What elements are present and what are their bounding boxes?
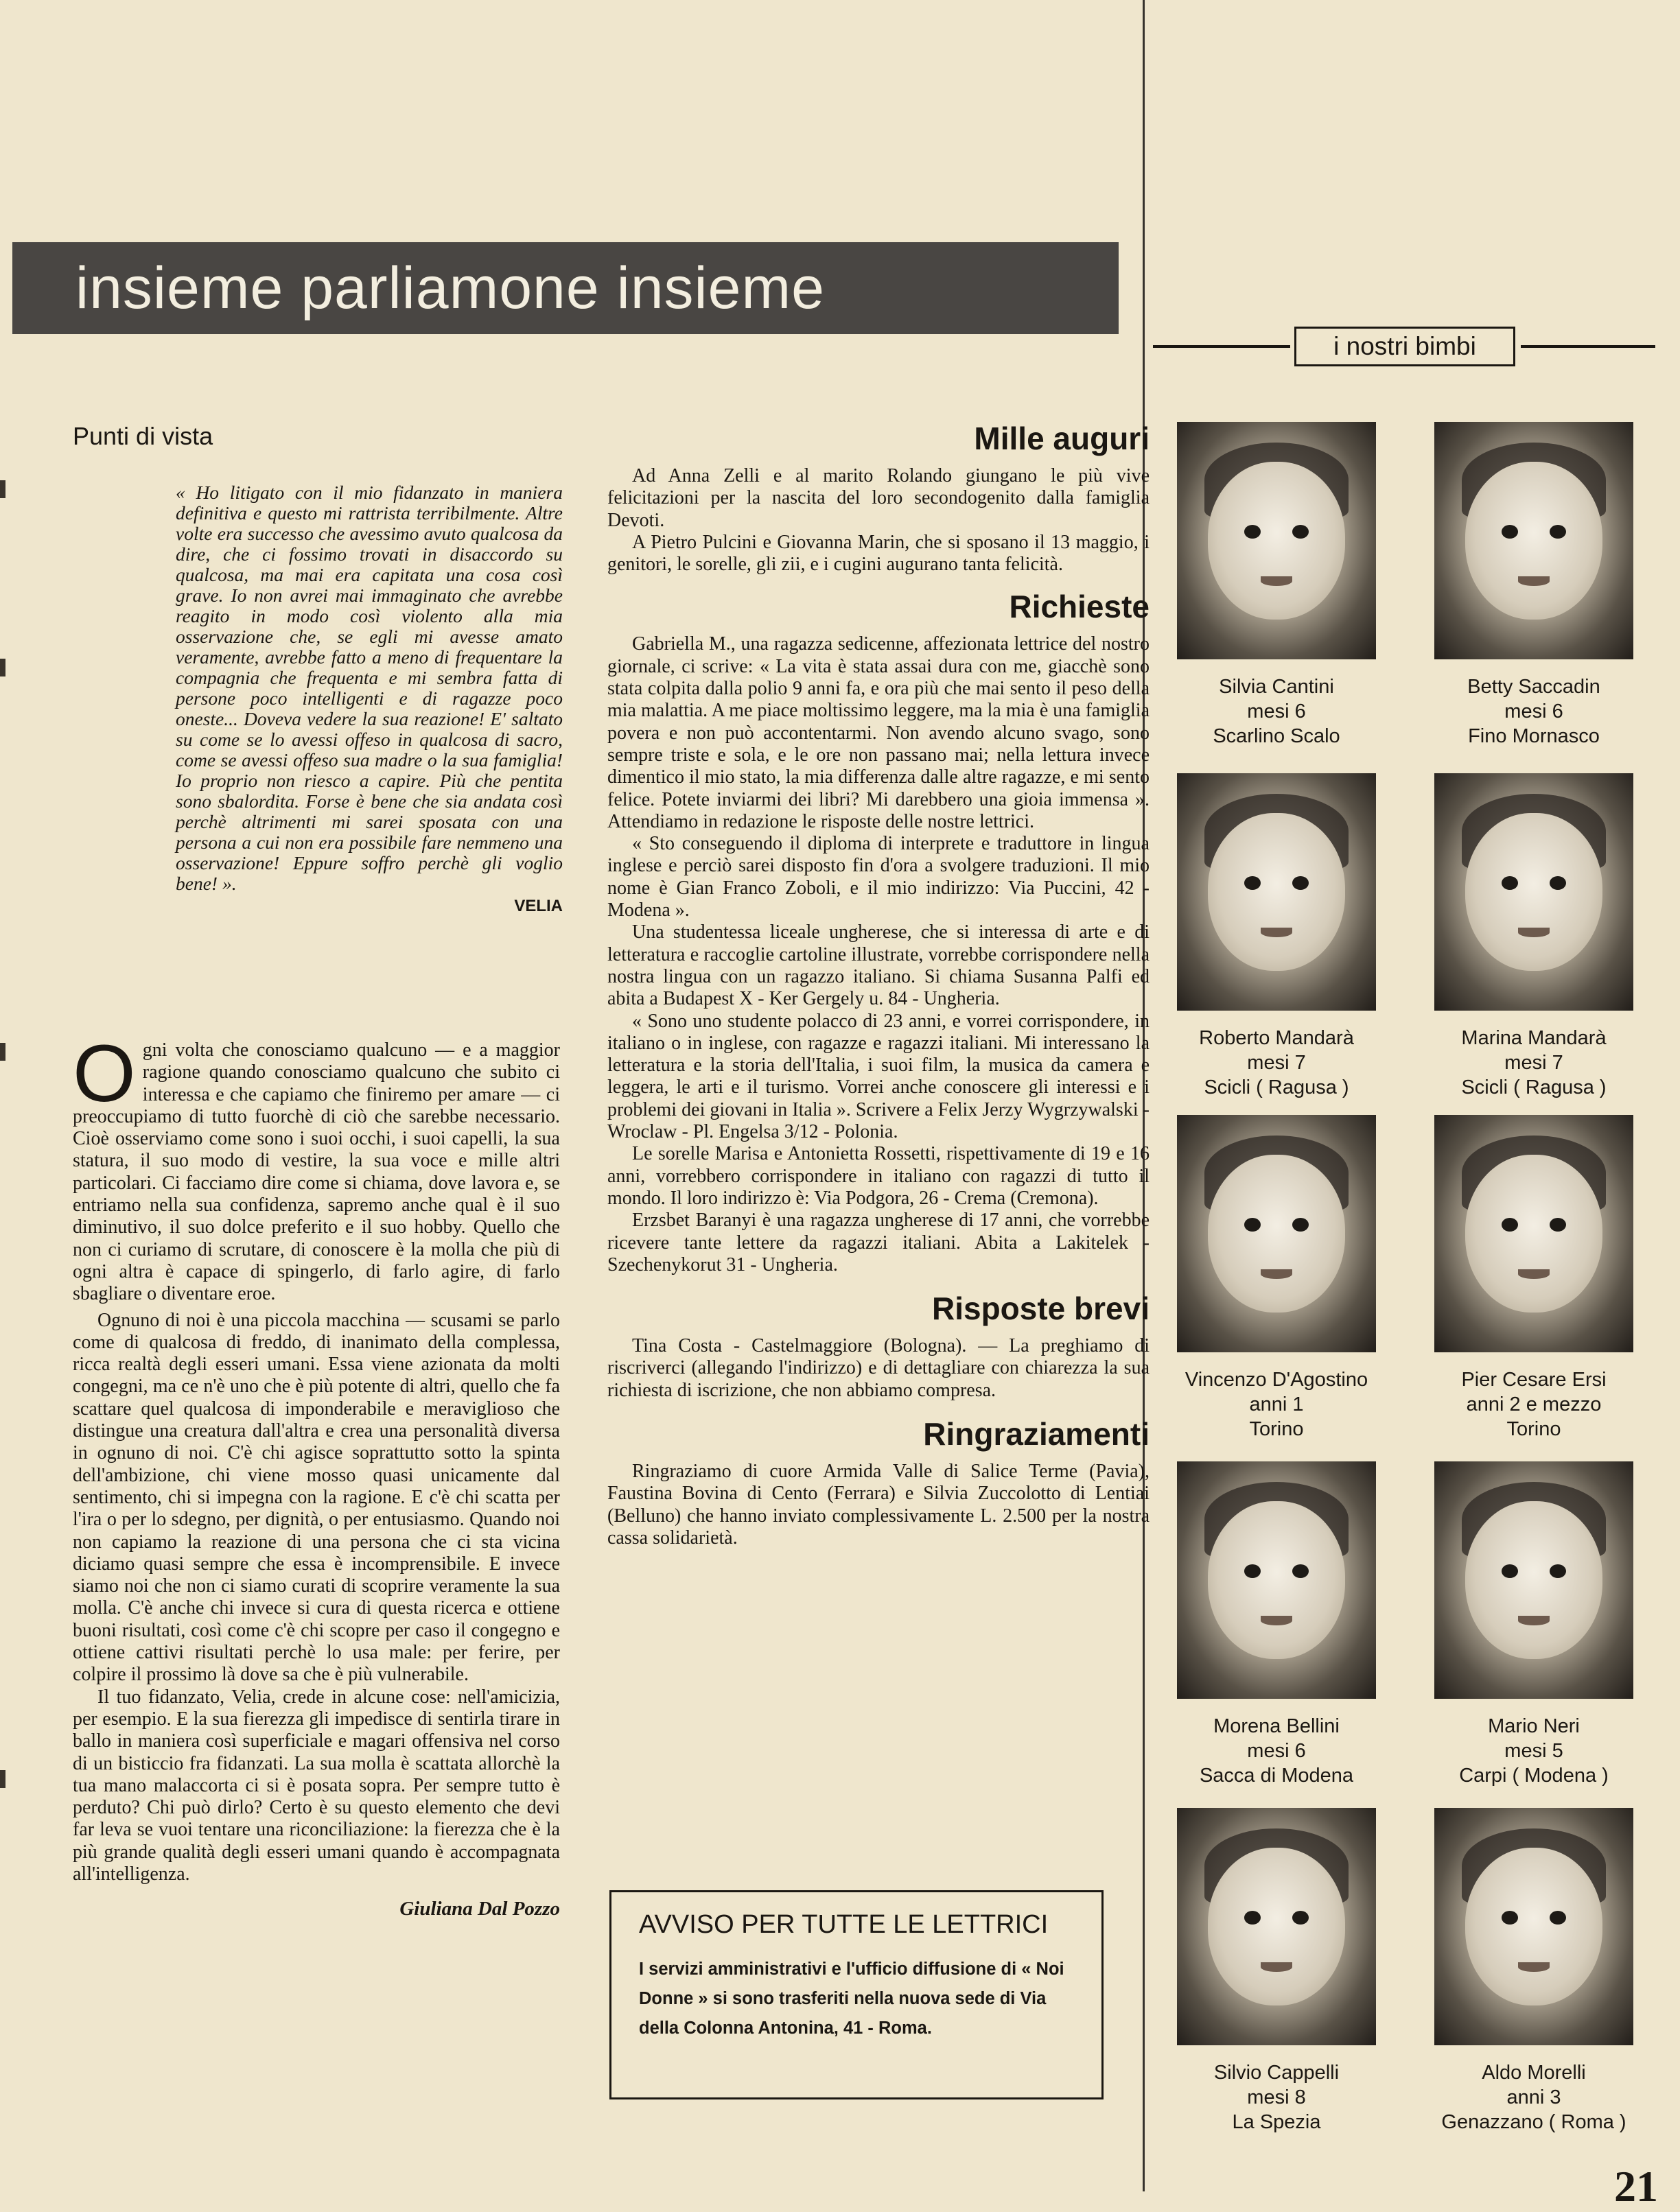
reply-paragraph: Ognuno di noi è una piccola macchina — scusami se parlo come di qualcosa di freddo, di inanimato della complessa, ricca realtà degli esseri umani. Essa viene azionata da molti congegni, ma ce n'è uno che è più potente di altri, quello che fa scattare quel qualcosa di imponderabile e meraviglioso che distingue una creatura dall'altra e crea una personalità diversa in ognuno di noi. C'è chi agisce soprattutto sotto la spinta dell'ambizione, chi viene mosso quasi unicamente dal sentimento, chi si impegna con la ragione. E c'è chi scatta per l'ira o per lo sdegno, per dignità, o per entusiasmo. Quando noi non capiamo la reazione di una persona che ci sta vicina diciamo quasi sempre che essa è incomprensibile. E invece siamo noi che non ci siamo curati di scoprire veramente la sua molla. C'è anche chi invece si cura di questa ricerca e ottiene buoni risultati, così come c'è chi scopre per caso il congegno e ottiene cattivi risultati perchè lo usa male: per ferire, per colpire il prossimo là dove sa che è più vulnerabile. <box>73 1309 560 1686</box>
baby-caption <box>1421 1367 1647 1442</box>
baby-card <box>1163 773 1390 1100</box>
baby-card <box>1163 1115 1390 1442</box>
baby-photo <box>1177 422 1376 659</box>
risposte-text: Tina Costa - Castelmaggiore (Bologna). — La preghiamo di riscriverci (allegando l'indirizzo) e di dettagliare con chiarezza la sua richiesta di iscrizione, che non abbiamo compresa. <box>607 1335 1150 1401</box>
scan-mark <box>0 1770 5 1788</box>
baby-caption <box>1421 1714 1647 1788</box>
reply-paragraph: gni volta che conosciamo qualcuno — e a maggior ragione quando conosciamo qualcuno che subito ci interessa e che capiamo che finiremo per amare — ci preoccupiamo di tutto fuorchè di ciò che sarebbe necessario. Cioè osserviamo come sono i suoi occhi, i suoi capelli, la sua statura, il suo modo di vestire, la sua voce e mille altri particolari. Ci facciamo dire come si chiama, dove lavora e, se entriamo nella sua confidenza, sapremo anche qual è il suo diminutivo, il suo dolce preferito e il suo hobby. Quello che non ci curiamo di scrutare, di conoscere è la molla che più di ogni altra è capace di spingerlo, di farlo agire, di farlo sbagliare o diventare eroe. <box>73 1039 560 1305</box>
left-column <box>73 422 560 451</box>
reader-letter <box>176 482 563 916</box>
auguri-heading: Mille auguri <box>974 421 1150 456</box>
section-banner: insieme parliamone insieme <box>12 242 1119 334</box>
baby-place: Fino Mornasco <box>1468 725 1600 747</box>
richieste-text: Erzsbet Baranyi è una ragazza ungherese di 17 anni, che vorrebbe ricevere tante lettere da ragazzi italiani. Abita a Lakitelek - Szechenykorut 31 - Ungheria. <box>607 1210 1150 1275</box>
baby-place: Genazzano ( Roma ) <box>1441 2111 1626 2133</box>
baby-photo <box>1434 773 1633 1011</box>
baby-age: mesi 7 <box>1504 1052 1563 1074</box>
reply-paragraph: Il tuo fidanzato, Velia, crede in alcune cose: nell'amicizia, per esempio. E la sua fierezza gli impedisce di sentirla tirare in ballo in maniera così superficiale e magari offensiva nel corso di un bisticcio fra fidanzati. La sua molla è scattata allorchè la tua mano malaccorta ci si è posata sopra. Per sempre tutto è perduto? Chi può dirlo? Certo è su questo elemento che devi far leva se vuoi tentare una riconciliazione: la fierezza che è la più grande qualità degli esseri umani quando è accompagnata all'intelligenza. <box>73 1686 560 1885</box>
baby-card <box>1421 1461 1647 1788</box>
baby-name: Morena Bellini <box>1213 1715 1340 1737</box>
baby-caption <box>1163 674 1390 749</box>
section-heading: Punti di vista <box>73 422 213 450</box>
scan-mark <box>0 480 5 498</box>
baby-name: Aldo Morelli <box>1482 2062 1586 2084</box>
baby-name: Silvio Cappelli <box>1213 2062 1340 2084</box>
baby-photo <box>1434 1808 1633 2045</box>
baby-card <box>1163 422 1390 749</box>
baby-card <box>1421 1115 1647 1442</box>
baby-caption <box>1163 1026 1390 1100</box>
baby-photo <box>1177 1808 1376 2045</box>
baby-card <box>1163 1461 1390 1788</box>
baby-age: mesi 5 <box>1504 1740 1563 1762</box>
baby-age: anni 3 <box>1506 2086 1561 2108</box>
baby-card <box>1163 1808 1390 2134</box>
baby-place: Scarlino Scalo <box>1213 725 1340 747</box>
dropcap: O <box>73 1028 136 1119</box>
baby-photo <box>1177 1115 1376 1352</box>
risposte-heading: Risposte brevi <box>932 1291 1150 1327</box>
bimbi-label: i nostri bimbi <box>1294 327 1515 366</box>
reply-article <box>73 1028 560 1920</box>
scan-mark <box>0 659 5 676</box>
auguri-text: Ad Anna Zelli e al marito Rolando giungano le più vive felicitazioni per la nascita del loro secondogenito dalla famiglia Devoti. <box>607 465 1150 531</box>
richieste-text: « Sto conseguendo il diploma di interprete e traduttore in lingua inglese e perciò sarei disposto fin d'ora a svolgere traduzioni. Il mio nome è Gian Franco Zoboli, e il mio indirizzo: Via Puccini, 42 - Modena ». <box>607 833 1150 921</box>
baby-name: Roberto Mandarà <box>1199 1027 1354 1049</box>
baby-name: Silvia Cantini <box>1219 676 1334 698</box>
richieste-heading: Richieste <box>1009 589 1150 625</box>
label-rule <box>1153 345 1290 348</box>
baby-caption <box>1163 2060 1390 2134</box>
baby-age: mesi 6 <box>1504 701 1563 722</box>
baby-age: mesi 7 <box>1247 1052 1306 1074</box>
label-rule <box>1521 345 1655 348</box>
richieste-text: « Sono uno studente polacco di 23 anni, e vorrei corrispondere, in italiano o in inglese, con ragazze e ragazzi italiani. Mi interessano la letteratura e la storia dell'Italia, i suoi film, la musica da camera e leggera, le arti e il turismo. Vorrei anche conoscere gli interessi e i problemi dei giovani in Italia ». Scrivere a Felix Jerzy Wygrzywalski - Wroclaw - Pl. Engelsa 3/12 - Polonia. <box>607 1010 1150 1143</box>
baby-photo <box>1434 1115 1633 1352</box>
baby-age: anni 2 e mezzo <box>1466 1393 1602 1415</box>
baby-photo <box>1177 1461 1376 1699</box>
scan-mark <box>0 1043 5 1061</box>
baby-card <box>1421 422 1647 749</box>
letter-text: « Ho litigato con il mio fidanzato in maniera definitiva e questo mi rattrista terribilmente. Altre volte era successo che avessimo avuto qualcosa da dire, che ci fossimo trovati in disaccordo su qualcosa, ma mai era capitata una cosa così grave. Io non avrei mai immaginato che avrebbe reagito in modo così violento alla mia osservazione che, se egli mi avesse amato veramente, avrebbe fatto a meno di frequentare la compagnia che frequenta e mi sembra fatta di persone poco intelligenti e di ragazze poco oneste... Doveva vedere la sua reazione! E' saltato su come se lo avessi offeso in qualcosa di sacro, come se avessi offeso sua madre o la sua famiglia! Io proprio non riesco a capire. Più che pentita sono sbalordita. Forse è bene che sia andata così perchè altrimenti mi sarei sposata con una persona a cui non era possibile fare nemmeno una osservazione! Eppure soffro perchè gli voglio bene! ». <box>176 482 563 894</box>
baby-caption <box>1163 1714 1390 1788</box>
baby-place: Carpi ( Modena ) <box>1459 1765 1609 1787</box>
baby-caption <box>1421 2060 1647 2134</box>
baby-place: Sacca di Modena <box>1199 1765 1354 1787</box>
notice-title: AVVISO PER TUTTE LE LETTRICI <box>639 1910 1049 1939</box>
baby-card <box>1421 773 1647 1100</box>
baby-place: Scicli ( Ragusa ) <box>1204 1076 1349 1098</box>
baby-photo <box>1434 1461 1633 1699</box>
baby-place: Torino <box>1249 1418 1304 1440</box>
baby-caption <box>1421 674 1647 749</box>
author-byline: Giuliana Dal Pozzo <box>399 1898 560 1920</box>
richieste-text: Le sorelle Marisa e Antonietta Rossetti, rispettivamente di 19 e 16 anni, vorrebbero corrispondere in italiano con ragazzi di tutto il mondo. Il loro indirizzo è: Via Podgora, 26 - Crema (Cremona). <box>607 1143 1150 1209</box>
richieste-text: Gabriella M., una ragazza sedicenne, affezionata lettrice del nostro giornale, ci scrive: « La vita è stata assai dura con me, giacchè sono stata colpita dalla polio 9 anni fa, e ora più che mai sento il peso della mia malattia. A me piace moltissimo leggere, ma la mia è una famiglia povera e non può accontentarmi. Non avendo alcuno svago, sono sempre triste e sola, e le ore non passano mai; nella lettura invece dimentico il mio stato, la mia differenza dalle altre ragazze, e mi sento felice. Potete inviarmi dei libri? Mi darebbero una gioia immensa ». Attendiamo in redazione le risposte delle nostre lettrici. <box>607 633 1150 832</box>
baby-caption <box>1163 1367 1390 1442</box>
baby-photo <box>1177 773 1376 1011</box>
baby-age: mesi 6 <box>1247 701 1306 722</box>
page-number: 21 <box>1614 2162 1658 2211</box>
baby-name: Marina Mandarà <box>1461 1027 1607 1049</box>
baby-name: Pier Cesare Ersi <box>1461 1369 1607 1391</box>
ringraziamenti-text: Ringraziamo di cuore Armida Valle di Salice Terme (Pavia), Faustina Bovina di Cento (Ferrara) e Silvia Zuccolotto di Lentiai (Belluno) che hanno inviato complessivamente L. 2.500 per la nostra cassa solidarietà. <box>607 1460 1150 1549</box>
baby-place: Scicli ( Ragusa ) <box>1461 1076 1607 1098</box>
baby-photo <box>1434 422 1633 659</box>
letter-signature: VELIA <box>514 897 563 915</box>
baby-place: La Spezia <box>1232 2111 1321 2133</box>
ringraziamenti-heading: Ringraziamenti <box>923 1415 1150 1452</box>
baby-card <box>1421 1808 1647 2134</box>
auguri-text: A Pietro Pulcini e Giovanna Marin, che si sposano il 13 maggio, i genitori, le sorelle, gli zii, e i cugini augurano tanta felicità. <box>607 531 1150 576</box>
baby-name: Vincenzo D'Agostino <box>1185 1369 1368 1391</box>
baby-caption <box>1421 1026 1647 1100</box>
baby-age: anni 1 <box>1249 1393 1304 1415</box>
baby-age: mesi 6 <box>1247 1740 1306 1762</box>
middle-column <box>607 420 1150 1549</box>
notice-body: I servizi amministrativi e l'ufficio diffusione di « Noi Donne » si sono trasferiti nella nuova sede di Via della Colonna Antonina, 41 - Roma. <box>639 1960 1064 2038</box>
richieste-text: Una studentessa liceale ungherese, che si interessa di arte e di letteratura e raccoglie cartoline illustrate, vorrebbe corrispondere nella nostra lingua con un ragazzo italiano. Si chiama Susanna Palfi ed abita a Budapest X - Ker Gergely u. 84 - Ungheria. <box>607 921 1150 1010</box>
baby-name: Betty Saccadin <box>1467 676 1600 698</box>
baby-place: Torino <box>1506 1418 1561 1440</box>
baby-age: mesi 8 <box>1247 2086 1306 2108</box>
notice-box <box>609 1890 1104 2099</box>
baby-name: Mario Neri <box>1488 1715 1580 1737</box>
